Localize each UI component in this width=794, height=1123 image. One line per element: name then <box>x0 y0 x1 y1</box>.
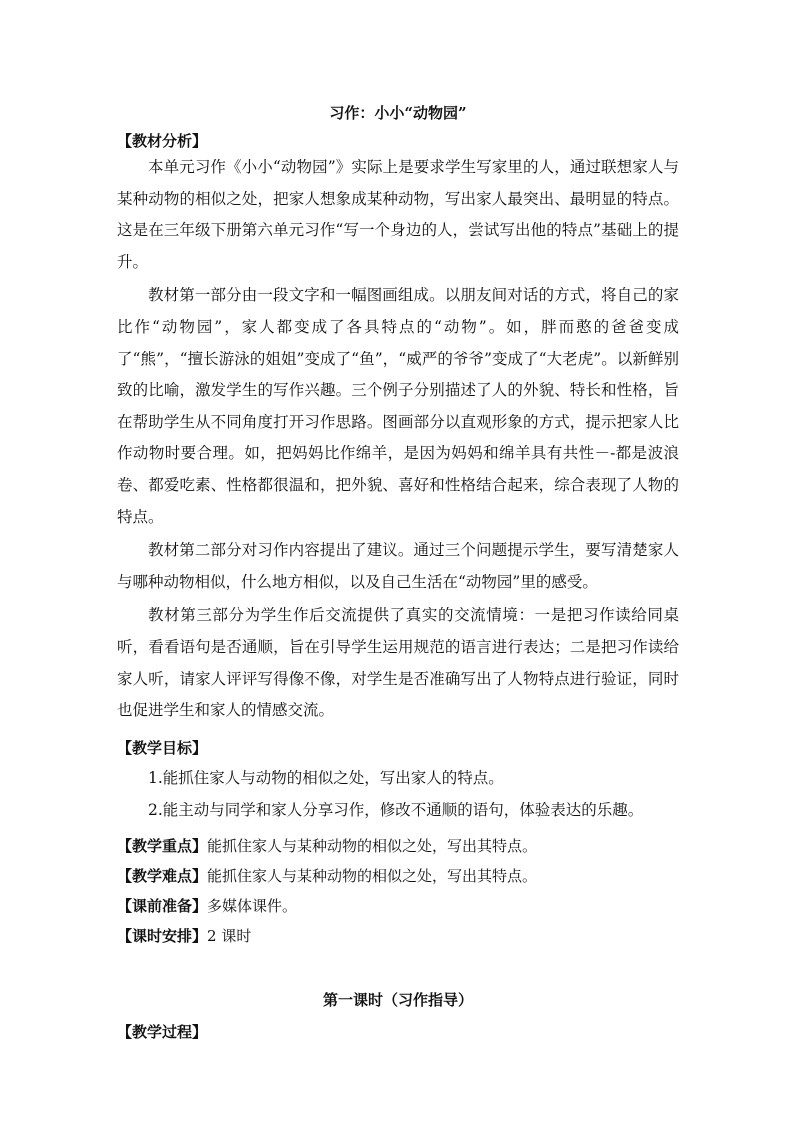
analysis-heading: 【教材分析】 <box>117 132 208 150</box>
prep-line <box>117 891 679 921</box>
schedule-text: 2 课时 <box>207 926 252 945</box>
goal-item: 1.能抓住家人与动物的相似之处，写出家人的特点。 <box>148 768 504 787</box>
document-page <box>117 98 679 1043</box>
key-point-label: 【教学重点】 <box>117 836 208 855</box>
key-point-text: 能抓住家人与某种动物的相似之处，写出其特点。 <box>207 836 538 855</box>
goal-item: 2.能主动与同学和家人分享习作，修改不通顺的语句，体验表达的乐趣。 <box>148 800 644 819</box>
goals-heading: 【教学目标】 <box>117 738 208 757</box>
difficulty-line <box>117 861 679 891</box>
schedule-label: 【课时安排】 <box>117 926 208 945</box>
analysis-paragraph: 教材第一部分由一段文字和一幅图画组成。以朋友间对话的方式，将自己的家比作“动物园”，家人都变成了各具特点的“动物”。如，胖而憨的爸爸变成了“熊”，“擅长游泳的姐姐”变成了“鱼”，“威严的爷爷”变成了“大老虎”。以新鲜别致的比喻，激发学生的写作兴趣。三个例子分别描述了人的外貌、特长和性格，旨在帮助学生从不同角度打开习作思路。图画部分以直观形象的方式，提示把家人比作动物时要合理。如，把妈妈比作绵羊，是因为妈妈和绵羊具有共性－-都是波浪卷、都爱吃素、性格都很温和，把外貌、喜好和性格结合起来，综合表现了人物的特点。 <box>117 286 679 526</box>
document-title: 习作：小小“动物园” <box>329 104 467 122</box>
difficulty-label: 【教学难点】 <box>117 866 208 885</box>
analysis-paragraph: 教材第三部分为学生作后交流提供了真实的交流情境：一是把习作读给同桌听，看看语句是否通顺，旨在引导学生运用规范的语言进行表达；二是把习作读给家人听，请家人评评写得像不像，对学生是否准确写出了人物特点进行验证，同时也促进学生和家人的情感交流。 <box>117 606 679 720</box>
lesson-title: 第一课时（习作指导） <box>322 990 473 1009</box>
prep-text: 多媒体课件。 <box>207 896 298 915</box>
analysis-paragraph: 本单元习作《小小“动物园”》实际上是要求学生写家里的人，通过联想家人与某种动物的相似之处，把家人想象成某种动物，写出家人最突出、最明显的特点。这是在三年级下册第六单元习作“写一个身边的人，尝试写出他的特点”基础上的提升。 <box>117 158 679 271</box>
schedule-line <box>117 921 679 951</box>
analysis-paragraph: 教材第二部分对习作内容提出了建议。通过三个问题提示学生，要写清楚家人与哪种动物相似，什么地方相似，以及自己生活在“动物园”里的感受。 <box>117 541 679 591</box>
process-heading: 【教学过程】 <box>117 1022 208 1041</box>
prep-label: 【课前准备】 <box>117 896 208 915</box>
difficulty-text: 能抓住家人与某种动物的相似之处，写出其特点。 <box>207 866 538 885</box>
key-point-line <box>117 831 679 861</box>
